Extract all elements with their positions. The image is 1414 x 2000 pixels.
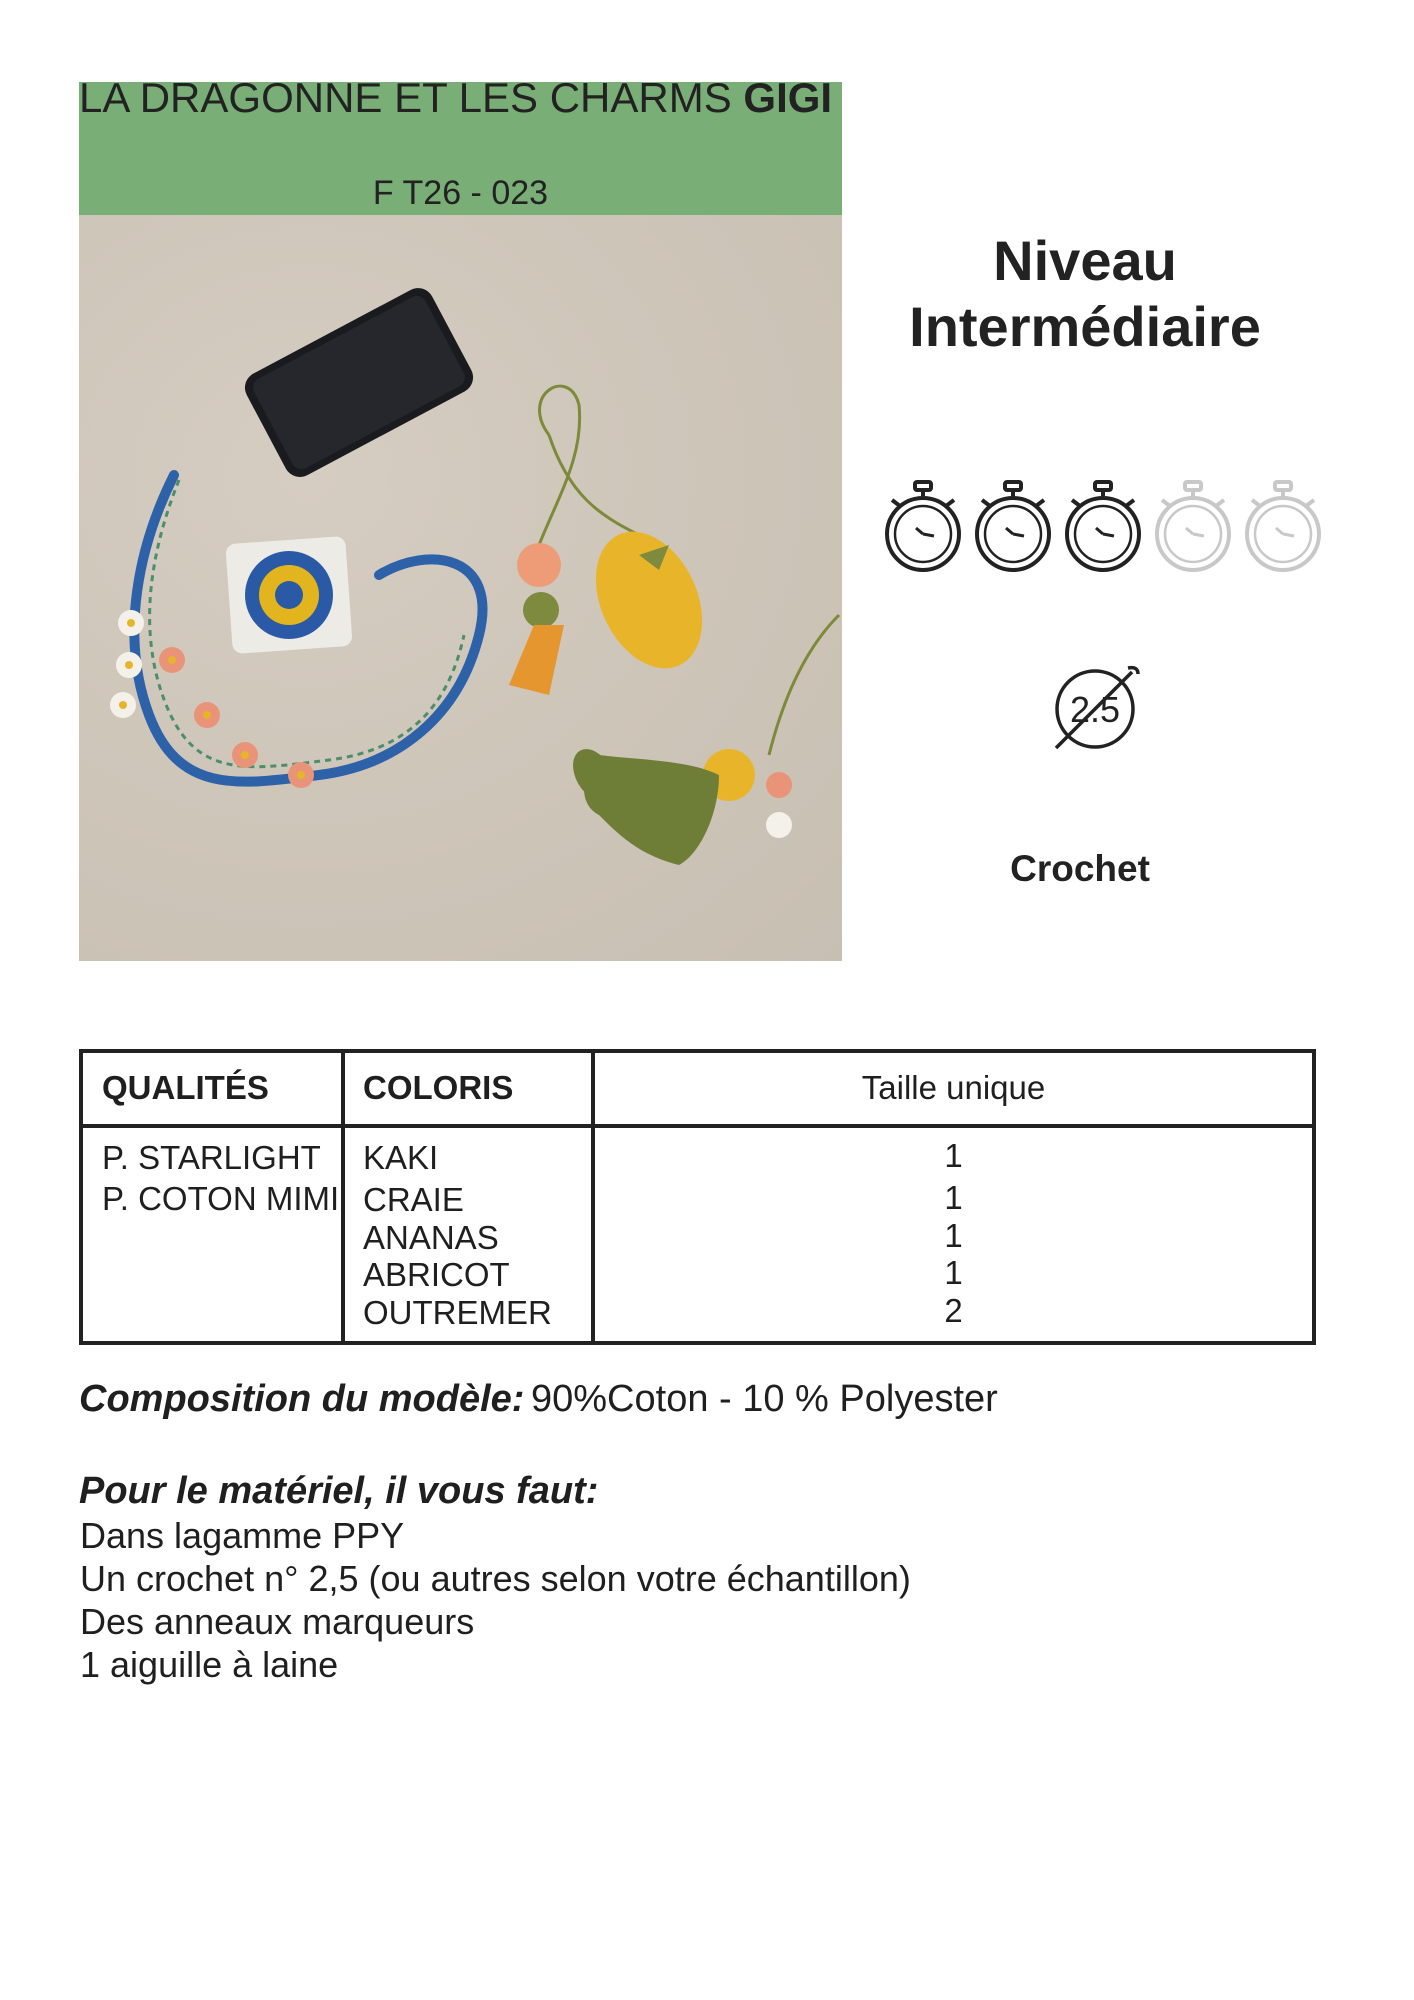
list-item: Dans lagamme PPY (80, 1515, 405, 1556)
model-reference: F T26 - 023 (372, 174, 549, 212)
composition (79, 1378, 998, 1421)
quality-item: P. COTON MIMI (102, 1180, 340, 1217)
quantity-item: 1 (944, 1137, 963, 1174)
stopwatch-icon-inactive (1152, 478, 1234, 574)
composition-value: 90%Coton - 10 % Polyester (531, 1378, 998, 1420)
crochet-hook-size-icon (1052, 660, 1144, 752)
yarn-table (79, 1049, 1316, 1345)
quantity-item: 1 (944, 1179, 963, 1216)
header-qualities: QUALITÉS (102, 1069, 269, 1106)
header-size: Taille unique (861, 1069, 1046, 1106)
level-value: Intermédiaire (909, 295, 1261, 358)
level-label: Niveau (993, 229, 1177, 292)
page-title (79, 74, 832, 122)
table-divider (341, 1053, 345, 1341)
quality-item: P. STARLIGHT (102, 1139, 321, 1176)
hook-size-text: 2.5 (1069, 689, 1121, 730)
color-item: ABRICOT (363, 1256, 510, 1293)
stopwatch-icon (1062, 478, 1144, 574)
color-item: CRAIE (363, 1181, 464, 1218)
stopwatch-icon-inactive (1242, 478, 1324, 574)
list-item: 1 aiguille à laine (80, 1644, 339, 1685)
quantity-item: 1 (944, 1254, 963, 1291)
color-item: KAKI (363, 1139, 439, 1176)
color-item: OUTREMER (363, 1294, 552, 1331)
technique-label: Crochet (1010, 848, 1150, 889)
time-rating (882, 478, 1322, 574)
materials-list (80, 1514, 911, 1686)
stopwatch-icon (972, 478, 1054, 574)
difficulty-level (880, 228, 1290, 360)
quantity-item: 1 (944, 1217, 963, 1254)
list-item: Des anneaux marqueurs (80, 1601, 475, 1642)
product-photo (79, 215, 842, 961)
color-item: ANANAS (363, 1219, 499, 1256)
materials-heading: Pour le matériel, il vous faut: (79, 1470, 599, 1512)
title-regular: LA DRAGONNE ET LES CHARMS (79, 74, 744, 121)
title-bold: GIGI (743, 74, 833, 121)
quantity-item: 2 (944, 1292, 963, 1329)
list-item: Un crochet n° 2,5 (ou autres selon votre échantillon) (80, 1558, 911, 1599)
header-colors: COLORIS (363, 1069, 514, 1106)
composition-label: Composition du modèle: (79, 1378, 525, 1420)
stopwatch-icon (882, 478, 964, 574)
table-divider (83, 1124, 1312, 1128)
